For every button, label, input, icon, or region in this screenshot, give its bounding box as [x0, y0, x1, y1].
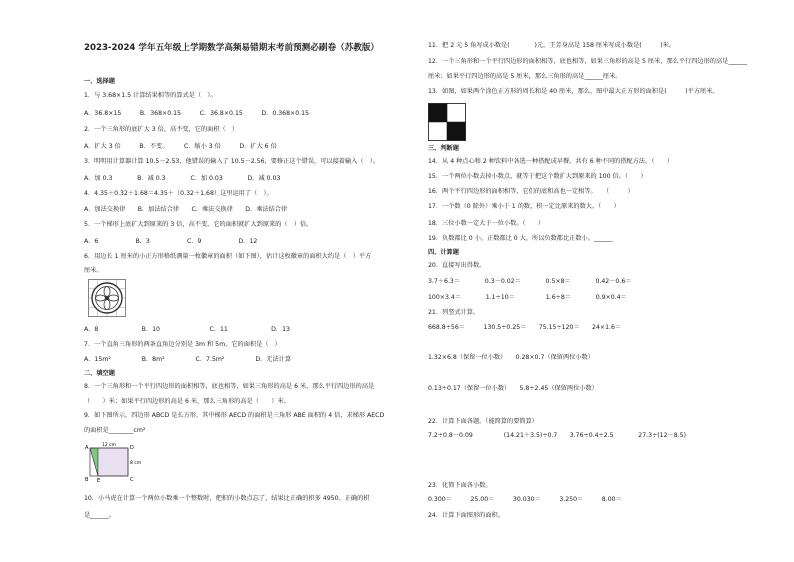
question-line-q5: 5．一个梯形上底扩大到原来的 3 倍，高不变，它的面积就扩大到原来的（ ）倍。: [84, 221, 313, 228]
label-top-length: 12 cm: [102, 443, 117, 448]
question-line-q8: 8．一个三角形和一个平行四边形的面积相等，底也相等，如果三角形的高是 6 米，那么平行四边形的高是: [84, 383, 375, 390]
question-line-q6: 6．用边长 1 厘米的小正方形格纸测量一枚徽章的面积（如下图），估计这枚徽章的面积大约是（ ）平方: [84, 253, 372, 260]
question-line-q7o: A．15m² B．8m² C．7.5m² D．无法计算: [84, 356, 292, 363]
question-line-q7: 7．一个直角三角形的两条直角边分别是 3m 和 5m，它的面积是（ ）: [84, 341, 281, 348]
rectangle-abcd-figure: [84, 440, 144, 486]
question-line-q20a: 3.7＋6.3＝ 0.3－0.02＝ 0.5×8＝ 0.42－0.6＝: [428, 278, 632, 285]
label-d: D: [130, 445, 134, 451]
question-line-q4: 4．4.35＋0.32＋1.68＝4.35＋（0.32＋1.68）这里运用了（ ）。: [84, 190, 273, 197]
question-line-q22: 22．计算下面各题。（能简算的要简算）: [428, 418, 538, 425]
question-line-q15: 15．一个两位小数去掉小数点，就等于把这个数扩大到原来的 100 倍。（ ）: [428, 173, 647, 180]
badge-figure: [88, 279, 126, 317]
question-line-q6b: 厘米。: [84, 267, 103, 274]
question-line-q8b: （ ）米；如果平行四边形的高是 6 米，那么三角形的高是（ ）米。: [84, 398, 290, 405]
section-heading-s3: 三、判断题: [428, 145, 459, 152]
label-b: B: [85, 477, 89, 483]
question-line-q10b: 是______。: [84, 512, 115, 519]
page-title: 2023-2024 学年五年级上学期数学高频易错期末考前预测必刷卷（苏教版）: [84, 43, 380, 53]
label-side-length: 8 cm: [130, 461, 142, 466]
section-heading-s4: 四、计算题: [428, 249, 459, 256]
question-line-q20: 20．直接写出得数。: [428, 262, 486, 269]
question-line-q12: 12．一个三角形和一个平行四边形的面积相等，底也相等，如果三角形的高是 5 厘米，那么平行四边形的高是______: [428, 58, 747, 65]
question-line-q3: 3．明明用计算器计算 10.5－2.53，他错误的输入了 10.5－2.56，要修正这个错误，可以接着输入（ ）。: [84, 158, 380, 165]
question-line-q21: 21．列竖式计算。: [428, 309, 480, 316]
question-line-q21b: 1.32×6.8（保留一位小数） 0.28×0.7（保留两位小数）: [428, 354, 594, 361]
section-heading-s2: 二、填空题: [84, 370, 115, 377]
question-line-q11: 11．把 2 元 5 角写成小数是( )元。王芳身高是 158 厘米写成小数是( )米。: [428, 42, 676, 49]
question-line-q16: 16．两个平行四边形的面积相等，它们的底和高也一定相等。 （ ）: [428, 188, 634, 195]
question-line-q4o: A．加法交换律 B．加法结合律 C．乘法交换律 D．乘法结合律: [84, 206, 288, 213]
question-line-q19: 19．负数都比 0 小，正数都比 0 大，所以负数都比正数小。______: [428, 235, 613, 242]
question-line-q23: 23．化简下面各小数。: [428, 482, 492, 489]
section-heading-s1: 一、选择题: [84, 78, 115, 85]
question-line-q5o: A．6 B．3 C．9 D．12: [84, 238, 258, 245]
question-line-q17: 17．一个数（0 除外）乘小于 1 的数，积一定比原来的数大。（ ）: [428, 203, 620, 210]
label-a: A: [85, 445, 89, 451]
label-e: E: [97, 478, 101, 484]
question-line-q23a: 0.300＝ 25.00＝ 30.030＝ 3.250＝ 8.00＝: [428, 496, 622, 503]
question-line-q18: 18．三位小数一定大于一位小数。（ ）: [428, 220, 545, 227]
question-line-q10: 10．小马虎在计算一个两位小数乘一个整数时，把积的小数点忘了，结果比正确的积多 4950。正确的积: [84, 495, 370, 502]
question-line-q12b: 厘米；如果平行四边形的高是 5 厘米，那么三角形的高是______厘米。: [428, 73, 622, 80]
question-line-q20b: 100×3.4＝ 1.1÷10＝ 1.6÷8＝ 0.9×0.4＝: [428, 294, 627, 301]
question-line-q1: 1．与 3.68×1.5 计算结果相等的算式是（ ）。: [84, 92, 217, 99]
question-line-q14: 14．从 4 种点心和 2 种饮料中各选一种搭配成早餐，共有 6 种不同的搭配方法。（ ）: [428, 158, 673, 165]
question-line-q13: 13．如图，如果两个涂色正方形的周长和是 40 厘米，那么，图中最大正方形的面积是( )平方厘米。: [428, 88, 719, 95]
label-c: C: [130, 477, 134, 483]
question-line-q21c: 0.13÷0.17（保留一位小数） 5.8÷2.45（保留两位小数）: [428, 385, 598, 392]
question-line-q2o: A．扩大 3 倍 B．不变。 C．缩小 3 倍 D．扩大 6 倍: [84, 143, 277, 150]
question-line-q21a: 668.8÷56＝ 130.5÷0.25＝ 75.15÷120＝ 24×1.6＝: [428, 324, 622, 331]
question-line-q24: 24．计算下面图形的面积。: [428, 512, 504, 519]
question-line-q1o: A．36.8×15 B．368×0.15 C．36.8×0.15 D．0.368×0.15: [84, 110, 310, 117]
squares-figure: [428, 103, 466, 141]
question-line-q3o: A．加 0.3 B．减 0.3 C．加 0.03 D．减 0.03: [84, 175, 281, 182]
question-line-q22a: 7.2÷0.8－0.09 (14.21＋3.5)÷0.7 3.76÷0.4÷2.5 27.3÷(12－8.5): [428, 432, 687, 439]
question-line-q2: 2．一个三角形的底扩大 3 倍，高不变，它的面积（ ）: [84, 126, 239, 133]
question-line-q9: 9．如下图所示，四边形 ABCD 是长方形，其中梯形 AECD 的面积是三角形 ABE 面积的 4 倍，求梯形 AECD: [84, 412, 385, 419]
question-line-q9b: 的面积是________cm²: [84, 427, 146, 434]
question-line-q6o: A．8 B．10 C．11 D．13: [84, 326, 290, 333]
